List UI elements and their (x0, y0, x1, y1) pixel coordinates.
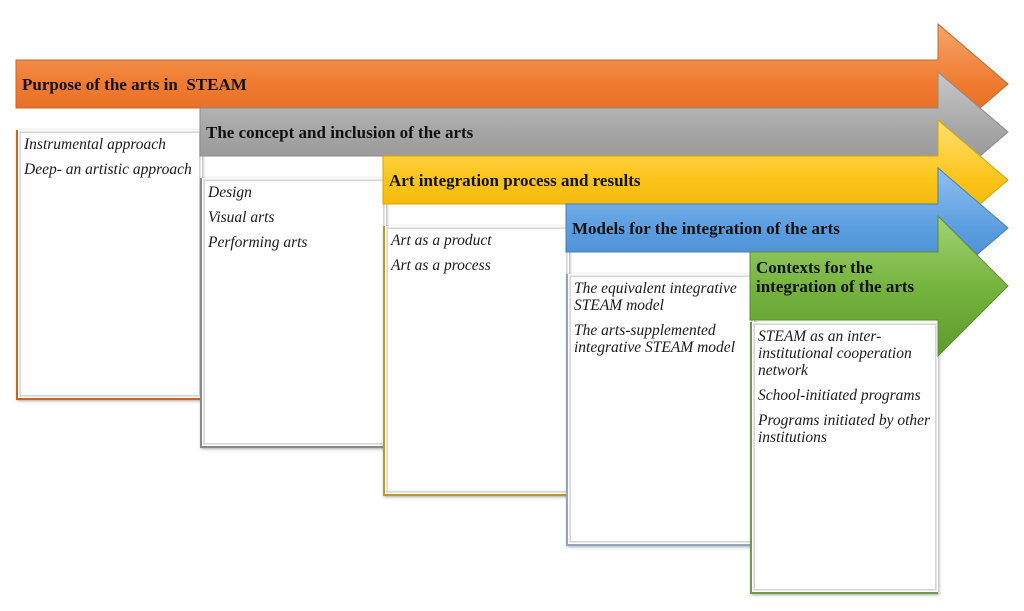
stage-1-item: Deep- an artistic approach (24, 161, 192, 178)
stage-5-item: STEAM as an inter-institutional cooperation network (758, 328, 912, 379)
stage-5-title: Contexts for the integration of the arts (756, 258, 915, 296)
stage-5-item: School-initiated programs (758, 387, 921, 404)
stage-2-item: Design (208, 184, 252, 201)
stage-3-title: Art integration process and results (389, 171, 641, 190)
stage-4-item: The arts-supplemented integrative STEAM model (574, 322, 735, 356)
stage-1-title: Purpose of the arts in STEAM (22, 75, 247, 94)
stage-5-item: Programs initiated by other institutions (758, 412, 931, 446)
stage-2-item: Visual arts (208, 209, 275, 226)
stage-3-item: Art as a product (391, 232, 492, 249)
stage-4-item: The equivalent integrative STEAM model (574, 280, 737, 314)
stage-1-item: Instrumental approach (24, 136, 166, 153)
stage-2-title: The concept and inclusion of the arts (206, 123, 474, 142)
stage-2-item: Performing arts (208, 234, 308, 251)
stage-4-title: Models for the integration of the arts (572, 219, 840, 238)
stage-3-item: Art as a process (391, 257, 491, 274)
